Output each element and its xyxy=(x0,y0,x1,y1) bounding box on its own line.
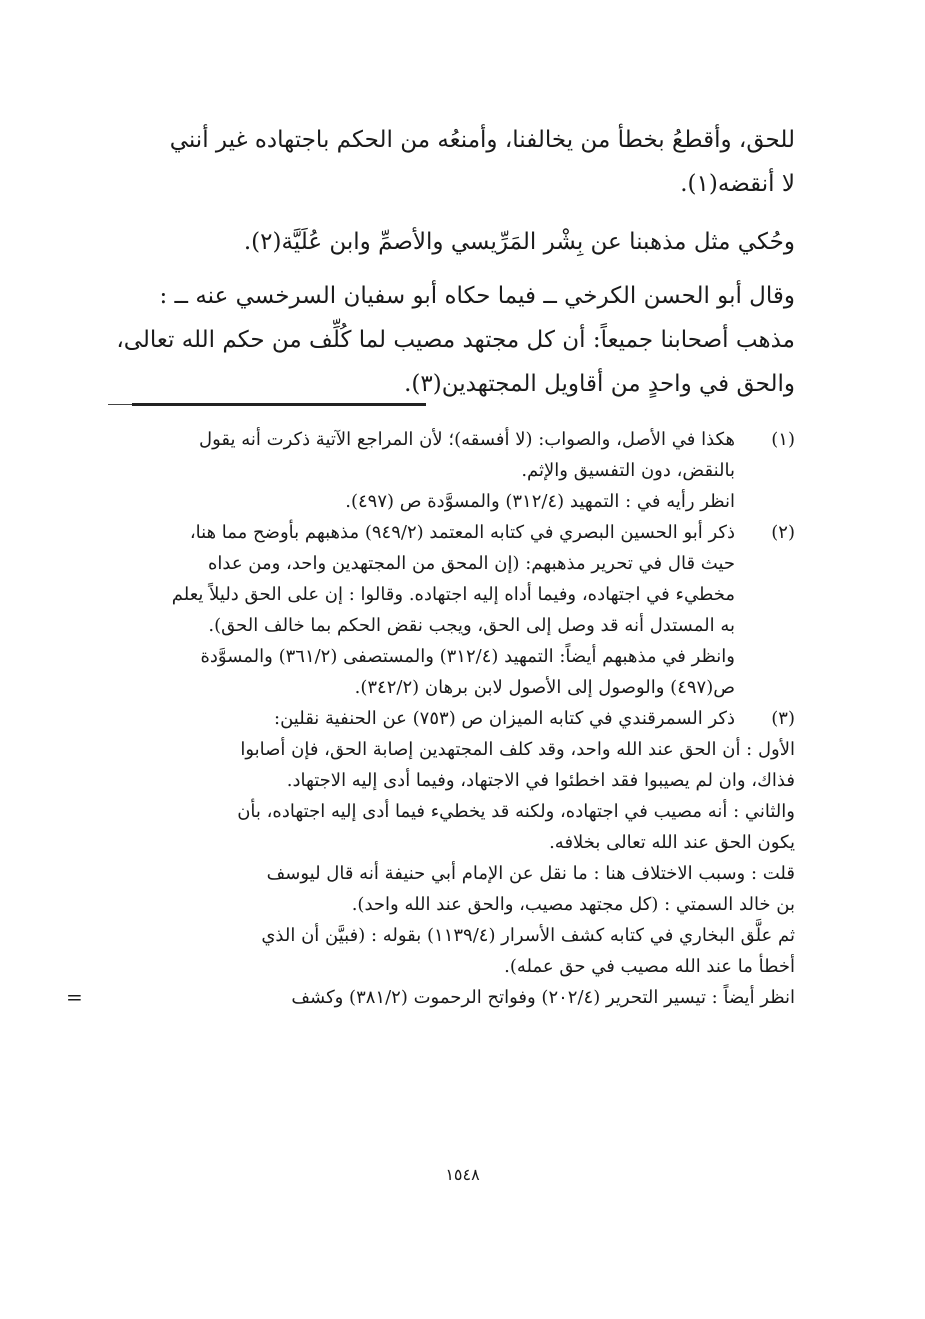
main-line: وقال أبو الحسن الكرخي ــ فيما حكاه أبو سفيان السرخسي عنه ــ : xyxy=(159,283,795,309)
footnote-line: الأول : أن الحق عند الله واحد، وقد كلف المجتهدين إصابة الحق، فإن أصابوا xyxy=(240,739,795,760)
footnote-separator xyxy=(132,403,426,406)
footnote-line: انظر رأيه في : التمهيد (٣١٢/٤) والمسوَّدة ص (٤٩٧). xyxy=(345,491,735,512)
footnote-line: بالنقض، دون التفسيق والإثم. xyxy=(521,460,735,481)
main-line: وحُكي مثل مذهبنا عن بِشْر المَرِّيسي والأصمِّ وابن عُلَيَّة(٢). xyxy=(243,229,795,255)
footnote-line: أخطأ ما عند الله مصيب في حق عمله). xyxy=(504,956,795,977)
main-text xyxy=(116,118,795,406)
continuation-mark: = xyxy=(66,985,83,1009)
footnote-line: قلت : وسبب الاختلاف هنا : ما نقل عن الإمام أبي حنيفة أنه قال ليوسف xyxy=(266,863,795,884)
footnote-line: هكذا في الأصل، والصواب: (لا أفسقه)؛ لأن المراجع الآتية ذكرت أنه يقول xyxy=(199,429,735,450)
footnote-line: حيث قال في تحرير مذهبهم: (إن المحق من المجتهدين واحد، ومن عداه xyxy=(207,553,735,574)
footnote-line: وانظر في مذهبهم أيضاً: التمهيد (٣١٢/٤) والمستصفى (٣٦١/٢) والمسوَّدة xyxy=(200,646,735,667)
footnote-line: ذكر السمرقندي في كتابه الميزان ص (٧٥٣) عن الحنفية نقلين: xyxy=(274,708,735,729)
footnote-line: ص(٤٩٧) والوصول إلى الأصول لابن برهان (٣٤٢/٢). xyxy=(354,677,735,698)
main-line: للحق، وأقطعُ بخطأ من يخالفنا، وأمنعُه من الحكم باجتهاده غير أنني xyxy=(169,127,795,153)
footnote-line: انظر أيضاً : تيسير التحرير (٢٠٢/٤) وفواتح الرحموت (٣٨١/٢) وكشف xyxy=(291,987,795,1008)
main-line: لا أنقضه(١). xyxy=(680,171,795,197)
footnote-line: فذاك، وان لم يصيبوا فقد اخطئوا في الاجتهاد، وفيما أدى إليه الاجتهاد. xyxy=(286,770,795,791)
page-number: ١٥٤٨ xyxy=(445,1165,480,1184)
main-line: والحق في واحدٍ من أقاويل المجتهدين(٣). xyxy=(404,371,795,397)
main-line: مذهب أصحابنا جميعاً: أن كل مجتهد مصيب لما كُلِّف من حكم الله تعالى، xyxy=(116,327,795,353)
footnote-line: والثاني : أنه مصيب في اجتهاده، ولكنه قد يخطيء فيما أدى إليه اجتهاده، بأن xyxy=(237,801,795,822)
footnote-line: يكون الحق عند الله تعالى بخلافه. xyxy=(549,832,795,853)
footnote-1 xyxy=(100,424,795,517)
footnote-number: (٣) xyxy=(771,708,795,729)
footnote-line: ثم علَّق البخاري في كتابه كشف الأسرار (١١٣٩/٤) بقوله : (فبيَّن أن الذي xyxy=(261,925,795,946)
footnote-line: بن خالد السمتي : (كل مجتهد مصيب، والحق عند الله واحد). xyxy=(351,894,795,915)
footnote-number: (٢) xyxy=(771,522,795,543)
footnotes xyxy=(66,424,795,1013)
footnote-line: مخطيء في اجتهاده، وفيما أداه إليه اجتهاده. وقالوا : إن على الحق دليلاً يعلم xyxy=(171,584,735,605)
footnote-2 xyxy=(100,517,795,703)
footnote-line: ذكر أبو الحسين البصري في كتابه المعتمد (٩٤٩/٢) مذهبهم بأوضح مما هنا، xyxy=(189,522,735,543)
footnote-number: (١) xyxy=(771,429,795,450)
footnote-3 xyxy=(66,703,795,1013)
footnote-line: به المستدل أنه قد وصل إلى الحق، ويجب نقض الحكم بما خالف الحق). xyxy=(208,615,735,636)
